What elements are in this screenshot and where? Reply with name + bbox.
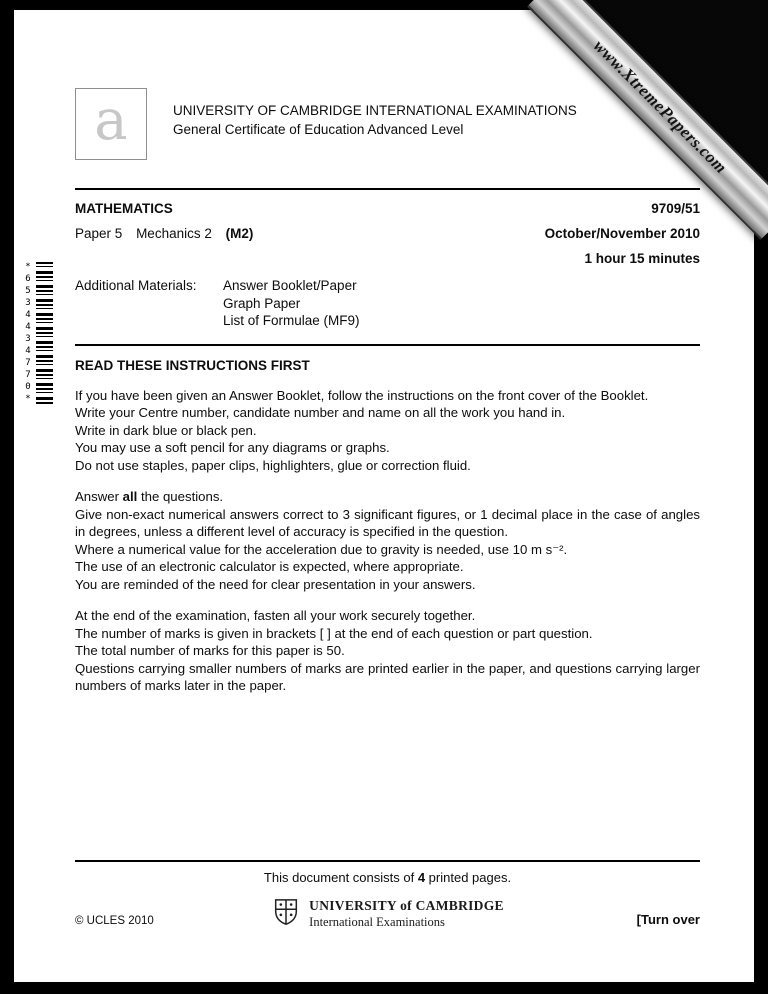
- paper-title: [75, 225, 253, 243]
- cambridge-brand: [271, 897, 504, 932]
- instruction-line: Do not use staples, paper clips, highlighters, glue or correction fluid.: [75, 457, 471, 473]
- cambridge-crest-icon: [271, 897, 301, 932]
- instruction-line: At the end of the examination, fasten all your work securely together.: [75, 608, 476, 623]
- cambridge-brand-text: [309, 898, 504, 931]
- paper-name: Mechanics 2: [136, 226, 212, 241]
- instruction-line: You may use a soft pencil for any diagrams or graphs.: [75, 440, 390, 455]
- instructions-heading: READ THESE INSTRUCTIONS FIRST: [75, 357, 310, 373]
- instruction-line: The total number of marks for this paper is 50.: [75, 643, 345, 658]
- duration-row: [75, 250, 700, 268]
- footer: [75, 860, 700, 932]
- paper-number: Paper 5: [75, 226, 123, 241]
- divider-bottom: [75, 860, 700, 862]
- brand-line-1: UNIVERSITY of CAMBRIDGE: [309, 898, 504, 914]
- session-date: October/November 2010: [544, 226, 700, 241]
- barcode-digits: *6534434770*: [23, 262, 33, 406]
- instruction-line: You are reminded of the need for clear presentation in your answers.: [75, 576, 476, 592]
- divider-middle: [75, 344, 700, 346]
- paper-code: 9709/51: [651, 201, 700, 216]
- qualification-name: General Certificate of Education Advanced Level: [173, 122, 464, 137]
- instruction-line: Answer all the questions.: [75, 489, 224, 504]
- organisation-name: UNIVERSITY OF CAMBRIDGE INTERNATIONAL EXAMINATIONS: [173, 103, 577, 118]
- instructions-paragraph-3: [75, 607, 700, 695]
- instruction-line: Give non-exact numerical answers correct to 3 significant figures, or 1 decimal place in the case of angles in degrees, unless a different level of accuracy is specified in the question.: [75, 506, 700, 539]
- paper-abbreviation: (M2): [225, 226, 254, 241]
- instructions-paragraph-1: [75, 387, 700, 475]
- turn-over-label: [Turn over: [636, 912, 700, 927]
- xtremepapers-ribbon-text: www.XtremePapers.com: [589, 36, 731, 178]
- instruction-line: Write in dark blue or black pen.: [75, 422, 257, 438]
- instruction-line: Questions carrying smaller numbers of marks are printed earlier in the paper, and questions carrying larger numbers of marks later in the paper.: [75, 660, 700, 693]
- instruction-line: The use of an electronic calculator is expected, where appropriate.: [75, 559, 464, 574]
- brand-line-2: International Examinations: [309, 915, 445, 930]
- additional-materials: [75, 277, 700, 330]
- instruction-line: The number of marks is given in brackets [ ] at the end of each question or part question.: [75, 625, 593, 641]
- letter-a-logo-icon: a: [94, 88, 128, 153]
- additional-materials-label: Additional Materials:: [75, 278, 197, 293]
- material-item: List of Formulae (MF9): [223, 313, 360, 328]
- material-item: Graph Paper: [223, 295, 301, 311]
- instructions-paragraph-2: [75, 488, 700, 593]
- page-count-note: This document consists of 4 printed pages.: [263, 870, 512, 885]
- instruction-line: Write your Centre number, candidate number and name on all the work you hand in.: [75, 405, 566, 420]
- materials-list: [223, 277, 360, 330]
- material-item: Answer Booklet/Paper: [223, 278, 357, 293]
- instruction-line: If you have been given an Answer Booklet, follow the instructions on the front cover of the Booklet.: [75, 387, 649, 403]
- duration: 1 hour 15 minutes: [584, 251, 700, 266]
- subject-title: MATHEMATICS: [75, 201, 173, 216]
- barcode-bars-icon: [36, 262, 53, 404]
- candidate-barcode: [23, 262, 53, 406]
- cambridge-letter-logo: [75, 88, 147, 160]
- copyright-notice: © UCLES 2010: [75, 915, 154, 927]
- instruction-line: Where a numerical value for the acceleration due to gravity is needed, use 10 m s⁻².: [75, 541, 568, 557]
- header-text: [173, 88, 577, 139]
